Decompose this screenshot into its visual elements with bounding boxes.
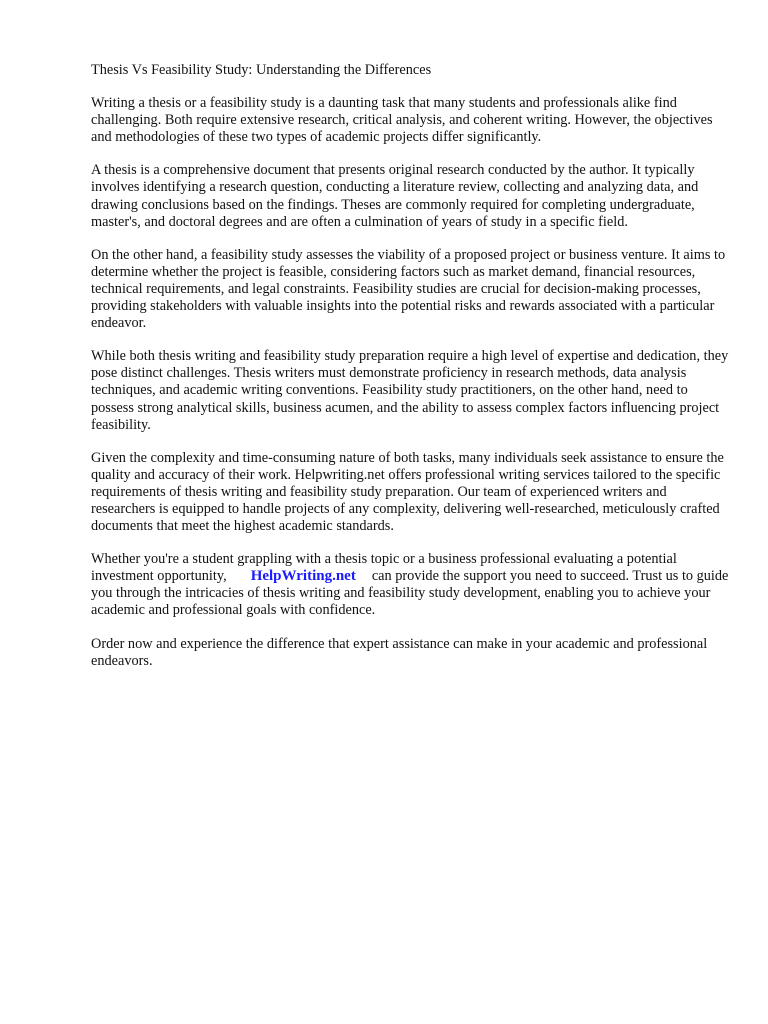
paragraph-thesis: A thesis is a comprehensive document that presents original research conducted by the author. It typically involves identifying a research question, conducting a literature review, collecting and analyzing data, and drawing conclusions based on the findings. Theses are commonly required for completing undergraduate, master's, and doctoral degrees and are often a culmination of years of study in a specific field. bbox=[91, 162, 699, 230]
paragraph-challenges: While both thesis writing and feasibility study preparation require a high level of expertise and dedication, they pose distinct challenges. Thesis writers must demonstrate proficiency in research methods, data analysis techniques, and academic writing conventions. Feasibility study practitioners, on the other hand, need to possess strong analytical skills, business acumen, and the ability to assess complex factors influencing project feasibility. bbox=[91, 348, 729, 433]
paragraph-feasibility: On the other hand, a feasibility study assesses the viability of a proposed project or business venture. It aims to determine whether the project is feasible, considering factors such as market demand, financial resources, technical requirements, and legal constraints. Feasibility studies are crucial for decision-making processes, providing stakeholders with valuable insights into the potential risks and rewards associated with a particular endeavor. bbox=[91, 246, 726, 332]
link-paragraph-before: Whether you're a student grappling with a thesis topic or a business professional evaluating a potential investment opportunity, bbox=[91, 551, 677, 585]
document-page bbox=[91, 62, 731, 686]
paragraph-link bbox=[91, 551, 731, 619]
paragraph-intro: Writing a thesis or a feasibility study is a daunting task that many students and professionals alike find challenging. Both require extensive research, critical analysis, and coherent writing. However, the objectives and methodologies of these two types of academic projects differ significantly. bbox=[91, 95, 713, 146]
paragraph-assistance: Given the complexity and time-consuming nature of both tasks, many individuals seek assistance to ensure the quality and accuracy of their work. Helpwriting.net offers professional writing services tailored to the specific requirements of thesis writing and feasibility study preparation. Our team of experienced writers and researchers is equipped to handle projects of any complexity, delivering well-researched, meticulously crafted documents that meet the highest academic standards. bbox=[91, 449, 724, 535]
helpwriting-link[interactable]: HelpWriting.net bbox=[250, 568, 356, 585]
link-paragraph-after: can provide the support you need to succeed. Trust us to guide you through the intricacies of thesis writing and feasibility study development, enabling you to achieve your academic and professional goals with confidence. bbox=[91, 568, 729, 619]
document-title: Thesis Vs Feasibility Study: Understanding the Differences bbox=[91, 62, 432, 78]
paragraph-closing: Order now and experience the difference that expert assistance can make in your academic and professional endeavors. bbox=[91, 635, 708, 669]
